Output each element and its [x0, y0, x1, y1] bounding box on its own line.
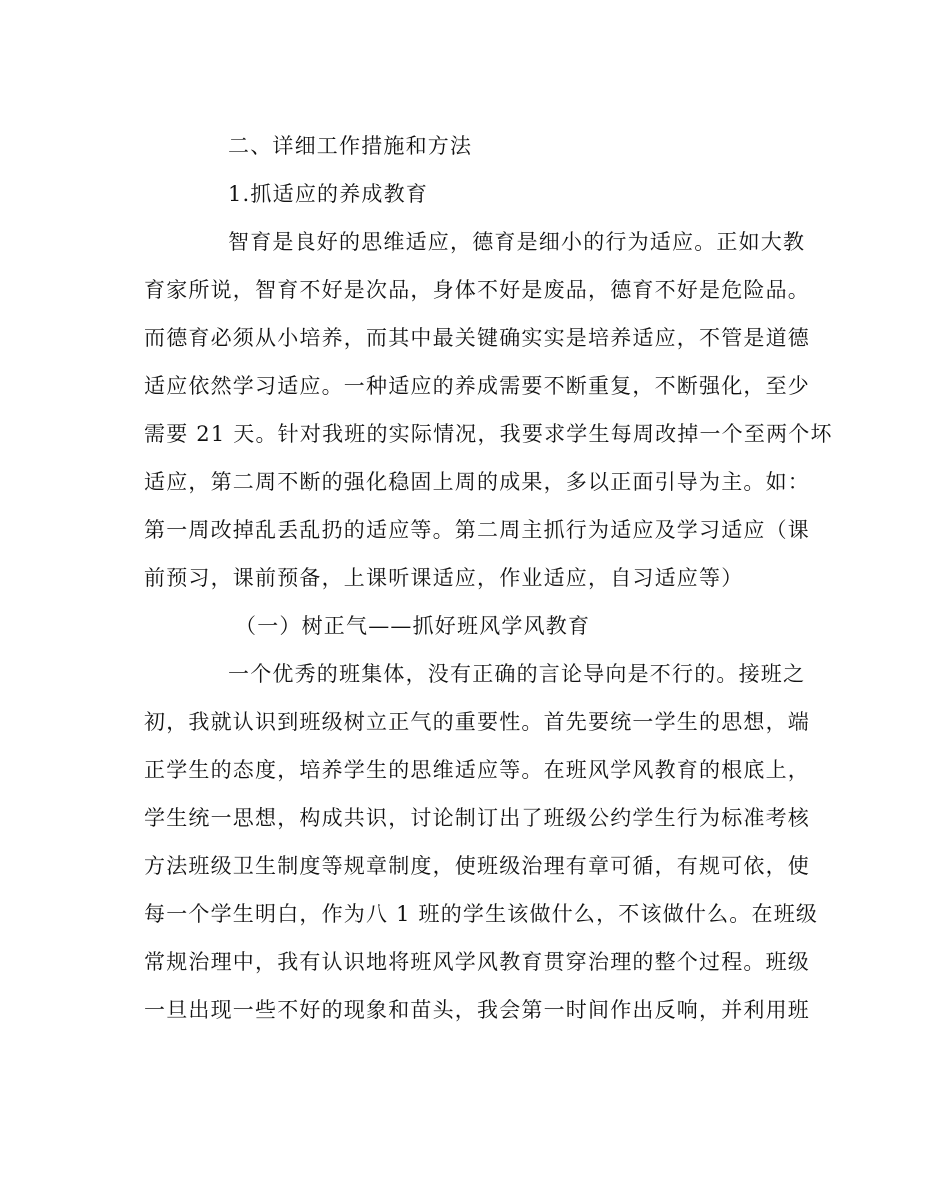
paragraph-1-line: 需要 21 天。针对我班的实际情况，我要求学生每周改掉一个至两个坏: [144, 422, 833, 446]
paragraph-1-line: 育家所说，智育不好是次品，身体不好是废品，德育不好是危险品。: [144, 278, 810, 302]
paragraph-1-line: 适应依然学习适应。一种适应的养成需要不断重复，不断强化，至少: [144, 374, 810, 398]
section-title: 二、详细工作措施和方法: [228, 134, 473, 158]
subheading-habit-education: 1.抓适应的养成教育: [228, 182, 429, 206]
subheading-class-spirit: （一）树正气——抓好班风学风教育: [235, 614, 591, 638]
paragraph-2-line: 常规治理中，我有认识地将班风学风教育贯穿治理的整个过程。班级: [144, 950, 810, 974]
paragraph-2-line: 一个优秀的班集体，没有正确的言论导向是不行的。接班之: [228, 662, 806, 686]
paragraph-1-line: 适应，第二周不断的强化稳固上周的成果，多以正面引导为主。如：: [144, 470, 810, 494]
paragraph-1-line: 前预习，课前预备，上课听课适应，作业适应，自习适应等）: [144, 566, 744, 590]
paragraph-2-line: 方法班级卫生制度等规章制度，使班级治理有章可循，有规可依，使: [144, 854, 810, 878]
paragraph-1-line: 智育是良好的思维适应，德育是细小的行为适应。正如大教: [228, 230, 806, 254]
paragraph-2-line: 初，我就认识到班级树立正气的重要性。首先要统一学生的思想，端: [144, 710, 810, 734]
paragraph-2-line: 正学生的态度，培养学生的思维适应等。在班风学风教育的根底上，: [144, 758, 810, 782]
paragraph-1-line: 第一周改掉乱丢乱扔的适应等。第二周主抓行为适应及学习适应（课: [144, 518, 810, 542]
paragraph-2-line: 学生统一思想，构成共识，讨论制订出了班级公约学生行为标准考核: [144, 806, 810, 830]
paragraph-2-line: 每一个学生明白，作为八 1 班的学生该做什么，不该做什么。在班级: [144, 902, 819, 926]
paragraph-2-line: 一旦出现一些不好的现象和苗头，我会第一时间作出反响，并利用班: [144, 998, 810, 1022]
paragraph-1-line: 而德育必须从小培养，而其中最关键确实实是培养适应，不管是道德: [144, 326, 810, 350]
